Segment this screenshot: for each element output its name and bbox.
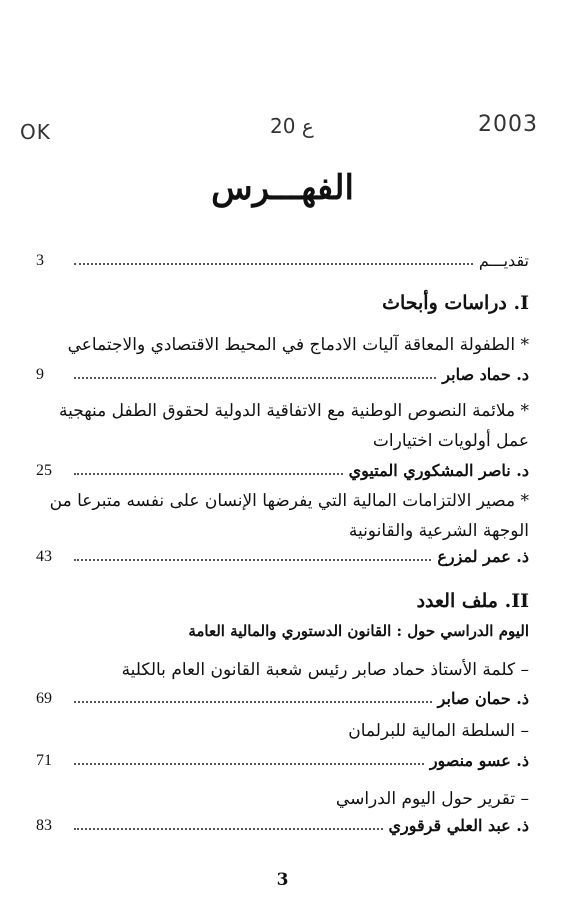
entry-title: * الطفولة المعاقة آليات الادماج في المحيط الاقتصادي والاجتماعي bbox=[67, 335, 529, 355]
leader-dots bbox=[74, 558, 431, 561]
page-title: الفهـــرس bbox=[211, 168, 354, 208]
page-number: 69 bbox=[36, 690, 52, 707]
toc-entry bbox=[36, 686, 529, 708]
leader-dots bbox=[74, 827, 383, 830]
handwritten-year: 2003 bbox=[478, 112, 538, 137]
section-subheading: اليوم الدراسي حول : القانون الدستوري والمالية العامة bbox=[188, 622, 529, 640]
leader-dots bbox=[74, 376, 436, 379]
toc-entry bbox=[36, 362, 529, 384]
page-number: 25 bbox=[36, 462, 52, 479]
leader-dots bbox=[74, 262, 473, 265]
entry-author: د. ناصر المشكوري المتيوي bbox=[348, 461, 529, 480]
page-number: 3 bbox=[36, 252, 44, 269]
toc-entry bbox=[36, 748, 529, 770]
entry-author: ذ. عسو منصور bbox=[429, 751, 529, 770]
leader-dots bbox=[74, 762, 424, 765]
page-number: 43 bbox=[36, 548, 52, 565]
section-heading-2: II. ملف العدد bbox=[416, 590, 529, 612]
leader-dots bbox=[74, 472, 343, 475]
page-number: 9 bbox=[36, 366, 44, 383]
entry-author: د. حماد صابر bbox=[442, 365, 529, 384]
section-heading-1: I. دراسات وأبحاث bbox=[382, 292, 529, 314]
toc-entry bbox=[36, 544, 529, 566]
handwritten-issue: 20 ع bbox=[270, 114, 314, 138]
entry-title: * مصير الالتزامات المالية التي يفرضها الإنسان على نفسه متبرعا من الوجهة الشرعية والقانونية bbox=[49, 491, 529, 541]
toc-entry bbox=[36, 458, 529, 480]
entry-author: ذ. حمان صابر bbox=[437, 689, 529, 708]
handwritten-ok: OK bbox=[20, 120, 51, 144]
entry-author: ذ. عبد العلي قرقوري bbox=[388, 816, 529, 835]
footer-page-number: 3 bbox=[276, 870, 289, 890]
toc-entry bbox=[36, 813, 529, 835]
page-number: 83 bbox=[36, 817, 52, 834]
entry-title: * ملائمة النصوص الوطنية مع الاتفاقية الدولية لحقوق الطفل منهجية عمل أولويات اختيارات bbox=[58, 401, 529, 451]
entry-title: – السلطة المالية للبرلمان bbox=[348, 721, 529, 741]
page-number: 71 bbox=[36, 752, 52, 769]
leader-dots bbox=[74, 700, 432, 703]
entry-title: – كلمة الأستاذ حماد صابر رئيس شعبة القانون العام بالكلية bbox=[121, 660, 529, 680]
intro-label: تقديـــم bbox=[478, 251, 529, 270]
entry-author: ذ. عمر لمزرع bbox=[437, 547, 529, 566]
toc-entry-intro bbox=[36, 248, 529, 270]
entry-title: – تقرير حول اليوم الدراسي bbox=[335, 789, 529, 809]
